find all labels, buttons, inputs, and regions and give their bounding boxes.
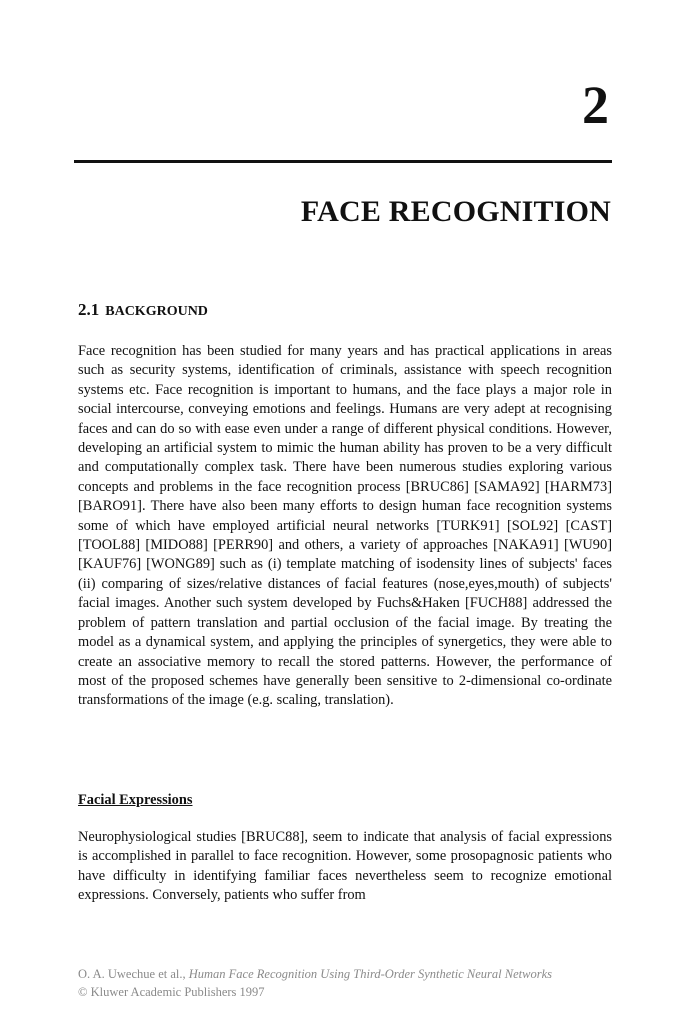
page-footer xyxy=(78,965,552,1001)
facial-expressions-paragraph: Neurophysiological studies [BRUC88], seem to indicate that analysis of facial expressions is accomplished in parallel to face recognition. However, some prosopagnosic patients who have difficulty in identifying familiar faces nevertheless seem to recognize emotional expressions. Conversely, patients who suffer from xyxy=(78,829,612,904)
footer-book-title: Human Face Recognition Using Third-Order Synthetic Neural Networks xyxy=(188,967,552,981)
background-paragraph: Face recognition has been studied for many years and has practical applications in areas such as security systems, identification of criminals, assistance with speech recognition systems etc. Face recognition is important to humans, and the face plays a major role in social intercourse, conveying emotions and feelings. Humans are very adept at recognising faces and can do so with ease even under a range of different physical conditions. However, developing an artificial system to mimic the human ability has proven to be a very difficult and computationally complex task. There have been numerous studies exploring various concepts and problems in the face recognition process [BRUC86] [SAMA92] [HARM73] [BARO91]. There have also been many efforts to design human face recognition systems some of which have employed artificial neural networks [TURK91] [SOL92] [CAST] [TOOL88] [MIDO88] [PERR90] and others, a variety of approaches [NAKA91] [WU90] [KAUF76] [WONG89] such as (i) template matching of isodensity lines of subjects' faces (ii) comparing of sizes/relative distances of facial features (nose,eyes,mouth) of subjects' facial images. Another such system developed by Fuchs&Haken [FUCH88] addressed the problem of pattern translation and partial occlusion of the facial image. By treating the model as a dynamical system, and applying the principles of synergetics, they were able to create an associative memory to recall the stored patterns. However, the performance of most of the proposed schemes have generally been sensitive to 2-dimensional co-ordinate transformations of the image (e.g. scaling, translation). xyxy=(78,343,612,709)
facial-expressions-heading: Facial Expressions xyxy=(78,792,193,808)
citation-line xyxy=(78,965,552,983)
chapter-number: 2 xyxy=(582,75,609,135)
chapter-divider xyxy=(74,160,612,163)
footer-copyright: © Kluwer Academic Publishers 1997 xyxy=(78,985,265,999)
section-title: BACKGROUND xyxy=(105,304,208,319)
section-heading xyxy=(78,301,208,319)
section-number: 2.1 xyxy=(78,300,100,319)
footer-authors: O. A. Uwechue et al., xyxy=(78,967,186,981)
chapter-title: FACE RECOGNITION xyxy=(300,195,611,228)
